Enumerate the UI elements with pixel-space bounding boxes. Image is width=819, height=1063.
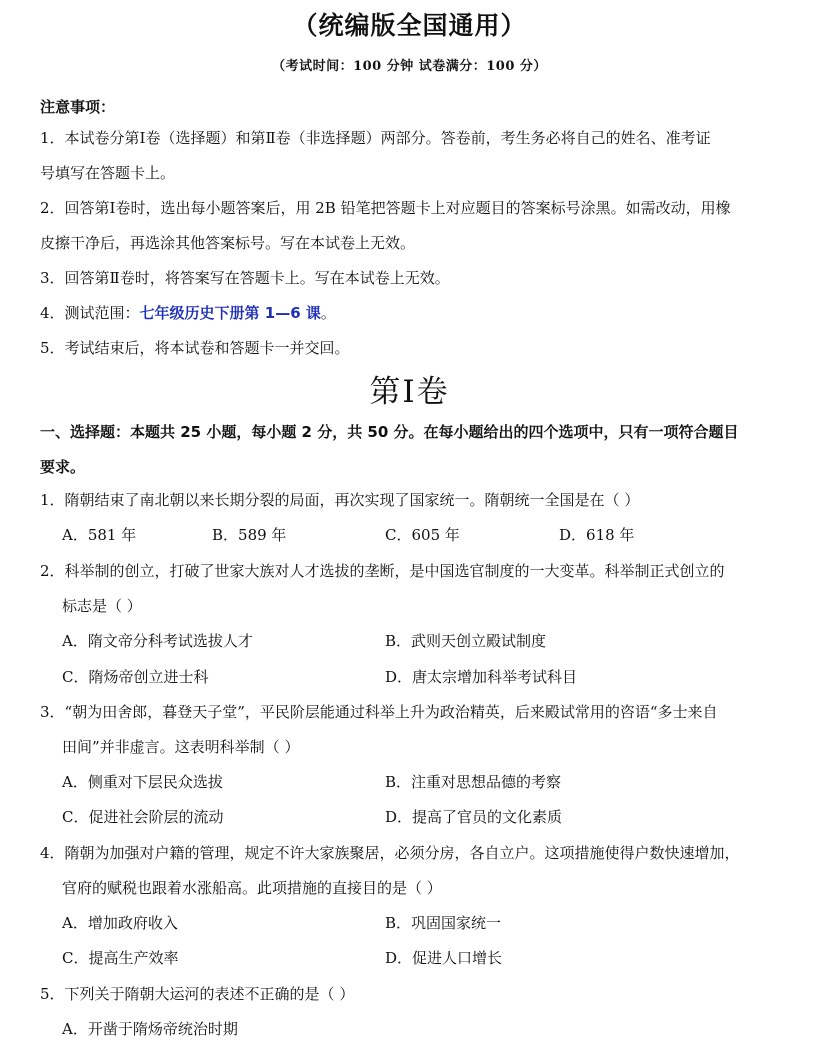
option-c: C．提高生产效率 bbox=[62, 949, 179, 967]
option-b: B．武则天创立殿试制度 bbox=[385, 632, 547, 650]
option-c: C．促进社会阶层的流动 bbox=[62, 808, 224, 826]
exam-info: （考试时间：100 分钟 试卷满分：100 分） bbox=[272, 59, 547, 74]
option-a: A．开凿于隋炀帝统治时期 bbox=[62, 1020, 238, 1038]
note-line: 号填写在答题卡上。 bbox=[40, 164, 176, 182]
scope-end: 。 bbox=[320, 304, 336, 322]
section-instructions: 要求。 bbox=[40, 458, 86, 476]
option-b: B．注重对思想品德的考察 bbox=[385, 773, 562, 791]
page-title: （统编版全国通用） bbox=[292, 11, 527, 40]
option-a: A．增加政府收入 bbox=[62, 914, 178, 932]
question-stem: 4．隋朝为加强对户籍的管理，规定不许大家族聚居，必须分房，各自立户。这项措施使得户数快速增加， bbox=[40, 844, 740, 862]
option-b: B．589 年 bbox=[212, 526, 287, 544]
option-a: A．侧重对下层民众选拔 bbox=[62, 773, 223, 791]
scope-label: 4．测试范围： bbox=[40, 304, 140, 322]
note-line: 5．考试结束后，将本试卷和答题卡一并交回。 bbox=[40, 339, 350, 357]
option-d: D．唐太宗增加科举考试科目 bbox=[385, 668, 578, 686]
question-stem: 2．科举制的创立，打破了世家大族对人才选拔的垄断，是中国选官制度的一大变革。科举制正式创立的 bbox=[40, 562, 725, 580]
section-instructions: 一、选择题：本题共 25 小题，每小题 2 分，共 50 分。在每小题给出的四个选项中，只有一项符合题目 bbox=[40, 423, 739, 441]
scope-highlight: 七年级历史下册第 1—6 课 bbox=[139, 304, 321, 322]
note-line: 1．本试卷分第Ⅰ卷（选择题）和第Ⅱ卷（非选择题）两部分。答卷前，考生务必将自己的姓名、准考证 bbox=[40, 129, 711, 147]
note-line-scope bbox=[40, 302, 336, 323]
note-line: 皮擦干净后，再选涂其他答案标号。写在本试卷上无效。 bbox=[40, 234, 416, 252]
option-c: C．605 年 bbox=[385, 526, 460, 544]
note-line: 3．回答第Ⅱ卷时，将答案写在答题卡上。写在本试卷上无效。 bbox=[40, 269, 450, 287]
option-a: A．隋文帝分科考试选拔人才 bbox=[62, 632, 253, 650]
question-stem: 3．“朝为田舍郎，暮登天子堂”，平民阶层能通过科举上升为政治精英，后来殿试常用的咨语“多士来自 bbox=[40, 703, 718, 721]
note-line: 2．回答第Ⅰ卷时，选出每小题答案后，用 2B 铅笔把答题卡上对应题目的答案标号涂黑。如需改动，用橡 bbox=[40, 199, 731, 217]
option-d: D．提高了官员的文化素质 bbox=[385, 808, 563, 826]
notes-heading: 注意事项： bbox=[40, 98, 116, 116]
option-a: A．581 年 bbox=[62, 526, 137, 544]
question-stem: 5．下列关于隋朝大运河的表述不正确的是（ ） bbox=[40, 985, 355, 1003]
option-d: D．促进人口增长 bbox=[385, 949, 503, 967]
question-stem: 官府的赋税也跟着水涨船高。此项措施的直接目的是（ ） bbox=[62, 879, 442, 897]
option-b: B．巩固国家统一 bbox=[385, 914, 502, 932]
option-d: D．618 年 bbox=[559, 526, 635, 544]
question-stem: 标志是（ ） bbox=[62, 597, 142, 615]
option-c: C．隋炀帝创立进士科 bbox=[62, 668, 209, 686]
question-stem: 田间”并非虚言。这表明科举制（ ） bbox=[62, 738, 300, 756]
question-stem: 1．隋朝结束了南北朝以来长期分裂的局面，再次实现了国家统一。隋朝统一全国是在（ ） bbox=[40, 491, 640, 509]
volume-title: 第Ⅰ卷 bbox=[369, 374, 450, 410]
